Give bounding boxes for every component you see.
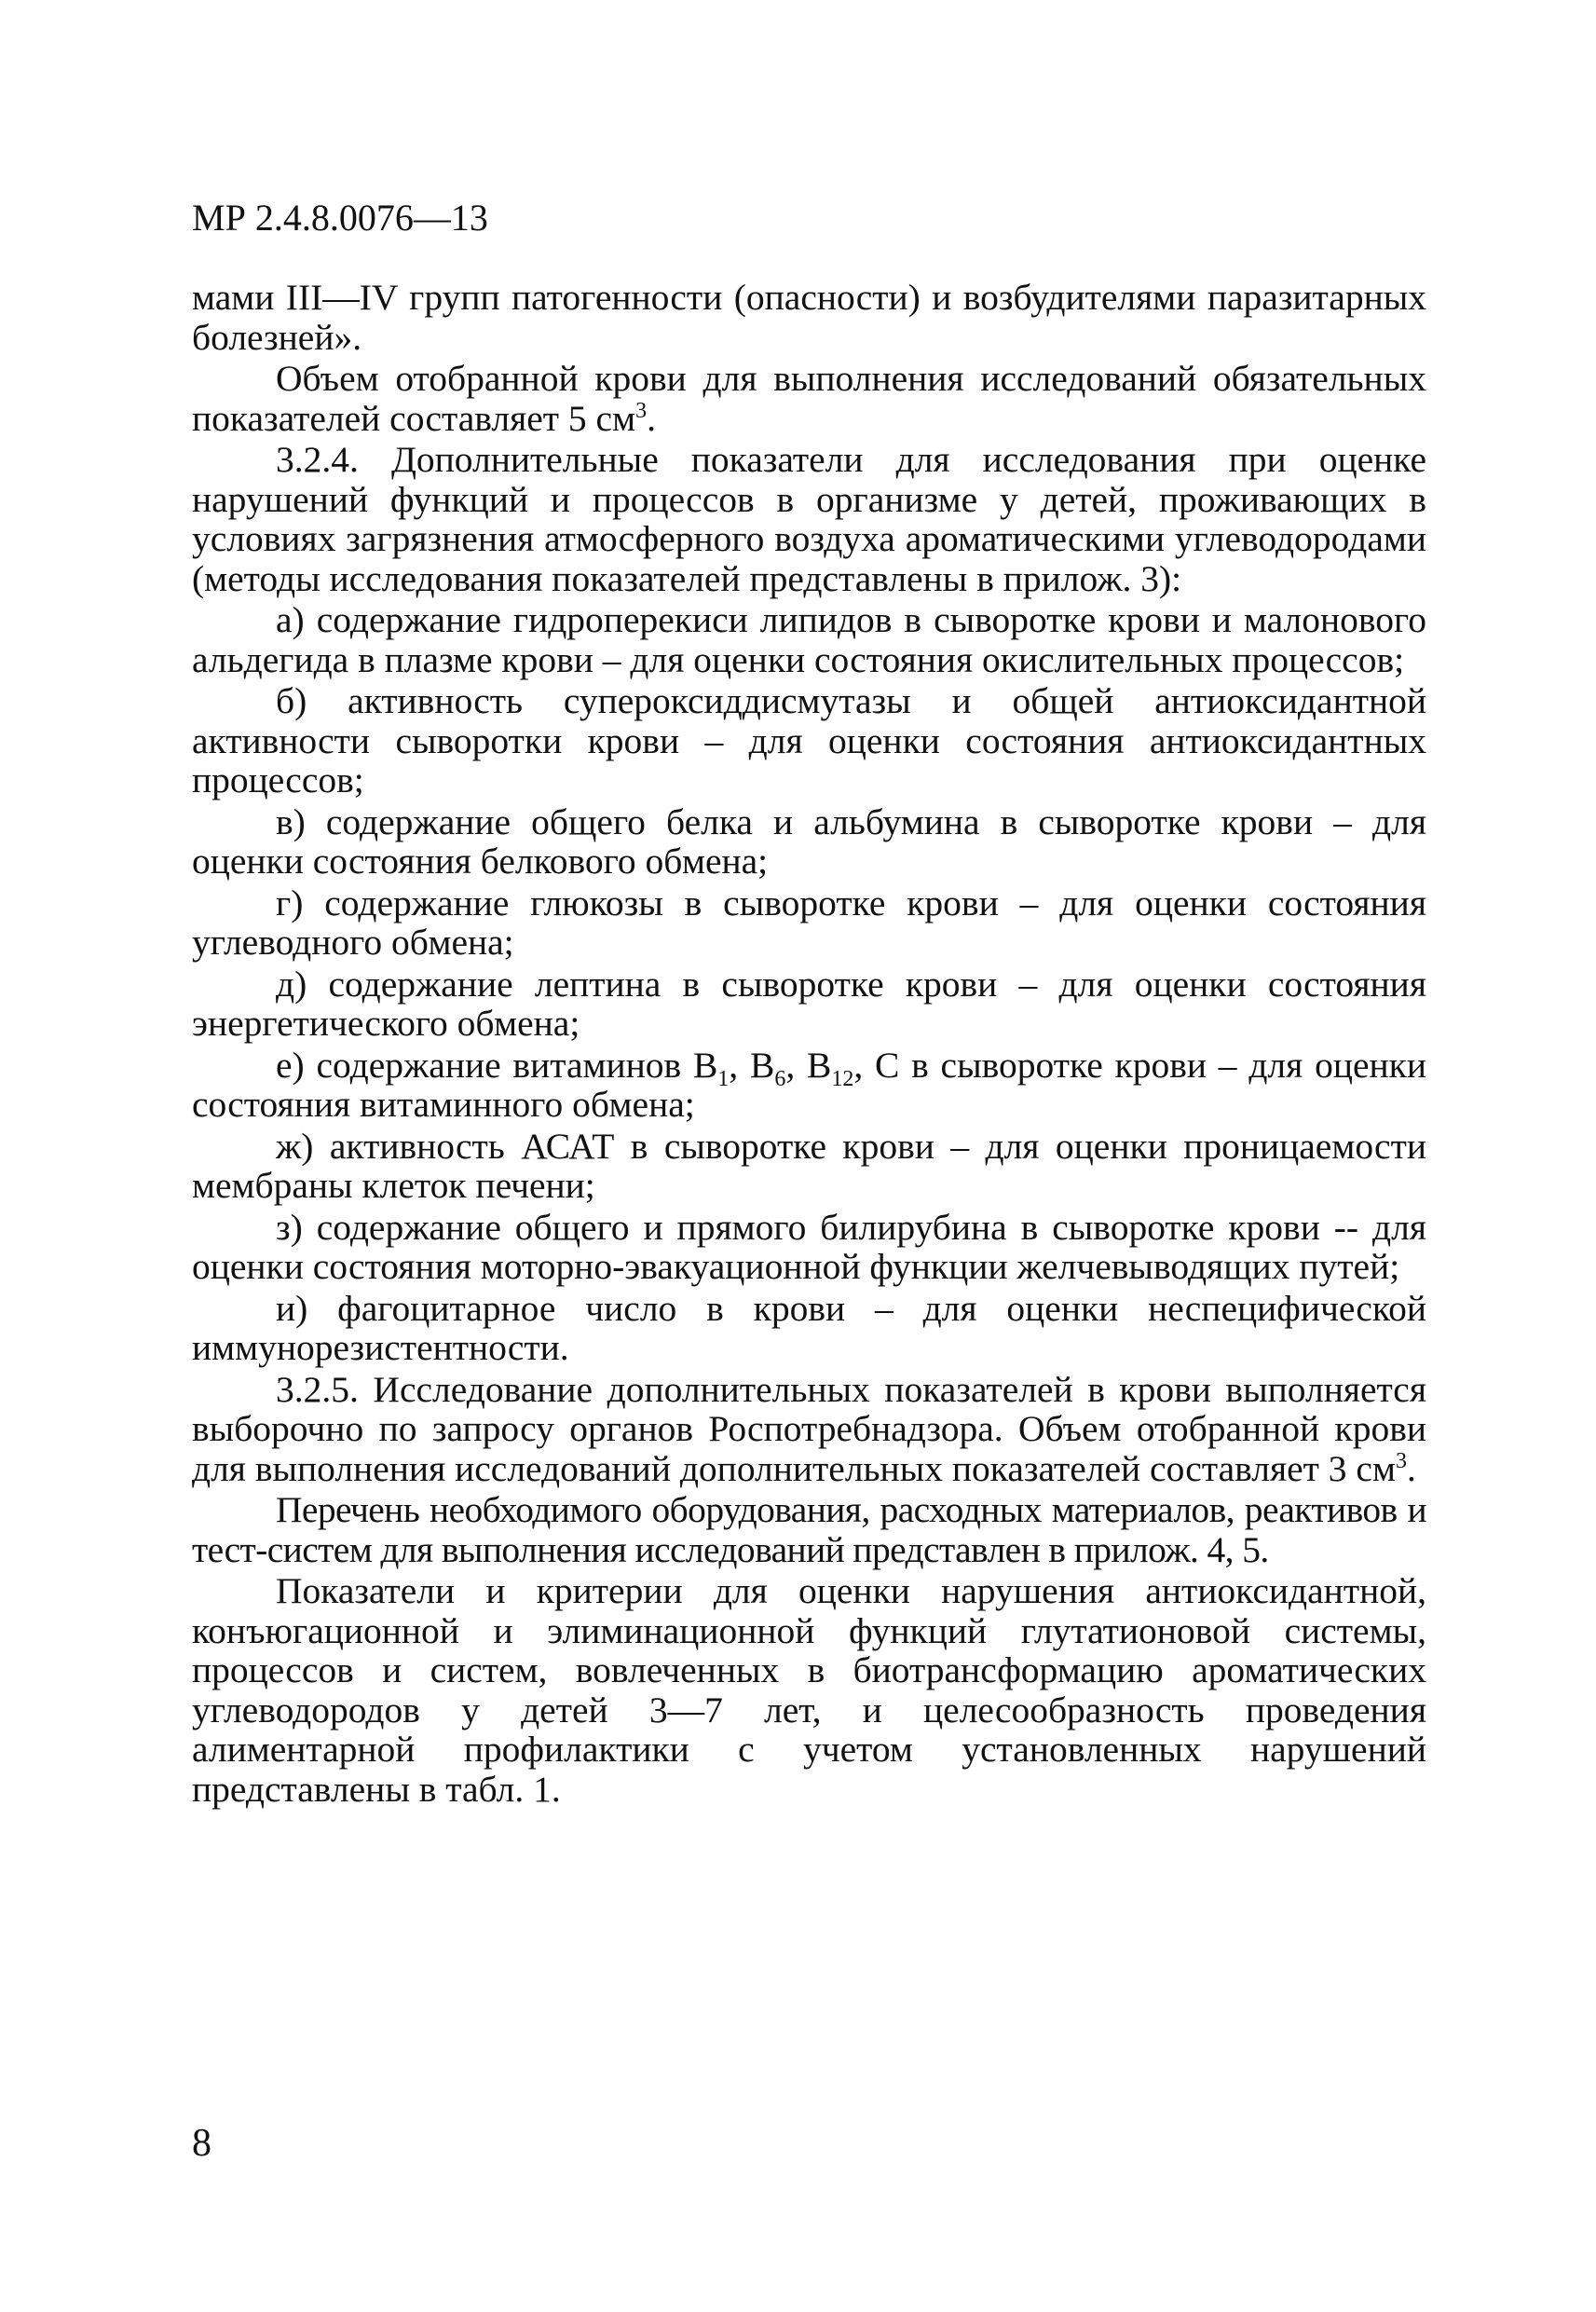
paragraph-text: 3.2.5. Исследование дополнительных показателей в крови выполняется выборочно по запросу органов Роспотребнадзора. Объем отобранной крови для выполнения исследований дополнительных показателей составляет 3 см — [192, 1368, 1426, 1489]
list-item-i: и) фагоцитарное число в крови – для оценки неспецифической иммунорезистентности. — [192, 1287, 1426, 1368]
paragraph-text: Объем отобранной крови для выполнения исследований обязательных показателей составляет 5 см — [192, 358, 1426, 439]
paragraph-3-2-4: 3.2.4. Дополнительные показатели для исследования при оценке нарушений функций и процессов в организме у детей, проживающих в условиях загрязнения атмосферного воздуха ароматическими углеводородами (методы исследования показателей представлены в прилож. 3): — [192, 439, 1426, 599]
list-item-text: е) содержание витаминов B — [276, 1044, 718, 1086]
paragraph-3-2-5 — [192, 1370, 1426, 1489]
subscript: 12 — [831, 1066, 854, 1091]
list-item-text: , B — [785, 1044, 832, 1086]
paragraph-continuation: мами III—IV групп патогенности (опасности) и возбудителями паразитарных болезней». — [192, 277, 1426, 358]
list-item-text: , B — [729, 1044, 775, 1086]
page-body — [192, 278, 1426, 1811]
superscript: 3 — [635, 398, 648, 423]
paragraph-end: . — [647, 397, 656, 439]
superscript: 3 — [1395, 1448, 1407, 1473]
paragraph-blood-volume-required — [192, 359, 1426, 438]
list-item-text: , C в сыворотке крови – для оценки состояния витаминного обмена; — [192, 1044, 1426, 1125]
list-item-a: а) содержание гидроперекиси липидов в сыворотке крови и малонового альдегида в плазме крови – для оценки состояния окислительных процессов; — [192, 599, 1426, 680]
subscript: 1 — [717, 1066, 730, 1091]
paragraph-end: . — [1406, 1447, 1416, 1489]
document-code: МР 2.4.8.0076—13 — [192, 197, 488, 239]
list-item-z: з) содержание общего и прямого билирубина в сыворотке крови -- для оценки состояния моторно-эвакуационной функции желчевыводящих путей; — [192, 1206, 1426, 1287]
paragraph-equipment-list: Перечень необходимого оборудования, расходных материалов, реактивов и тест-систем для выполнения исследований представлен в прилож. 4, 5. — [192, 1489, 1426, 1570]
list-item-zh: ж) активность АСАТ в сыворотке крови – для оценки проницаемости мембраны клеток печени; — [192, 1125, 1426, 1206]
list-item-v: в) содержание общего белка и альбумина в сыворотке крови – для оценки состояния белкового обмена; — [192, 800, 1426, 882]
list-item-e — [192, 1046, 1426, 1125]
list-item-g: г) содержание глюкозы в сыворотке крови – для оценки состояния углеводного обмена; — [192, 882, 1426, 963]
list-item-b: б) активность супероксиддисмутазы и общей антиоксидантной активности сыворотки крови – для оценки состояния антиоксидантных процессов; — [192, 680, 1426, 800]
page-number: 8 — [192, 2122, 211, 2165]
paragraph-indicators-criteria: Показатели и критерии для оценки нарушения антиоксидантной, конъюгационной и элиминационной функций глутатионовой системы, процессов и систем, вовлеченных в биотрансформацию ароматических углеводородов у детей 3—7 лет, и целесообразность проведения алиментарной профилактики с учетом установленных нарушений представлены в табл. 1. — [192, 1570, 1426, 1810]
subscript: 6 — [774, 1066, 786, 1091]
list-item-d: д) содержание лептина в сыворотке крови – для оценки состояния энергетического обмена; — [192, 963, 1426, 1044]
